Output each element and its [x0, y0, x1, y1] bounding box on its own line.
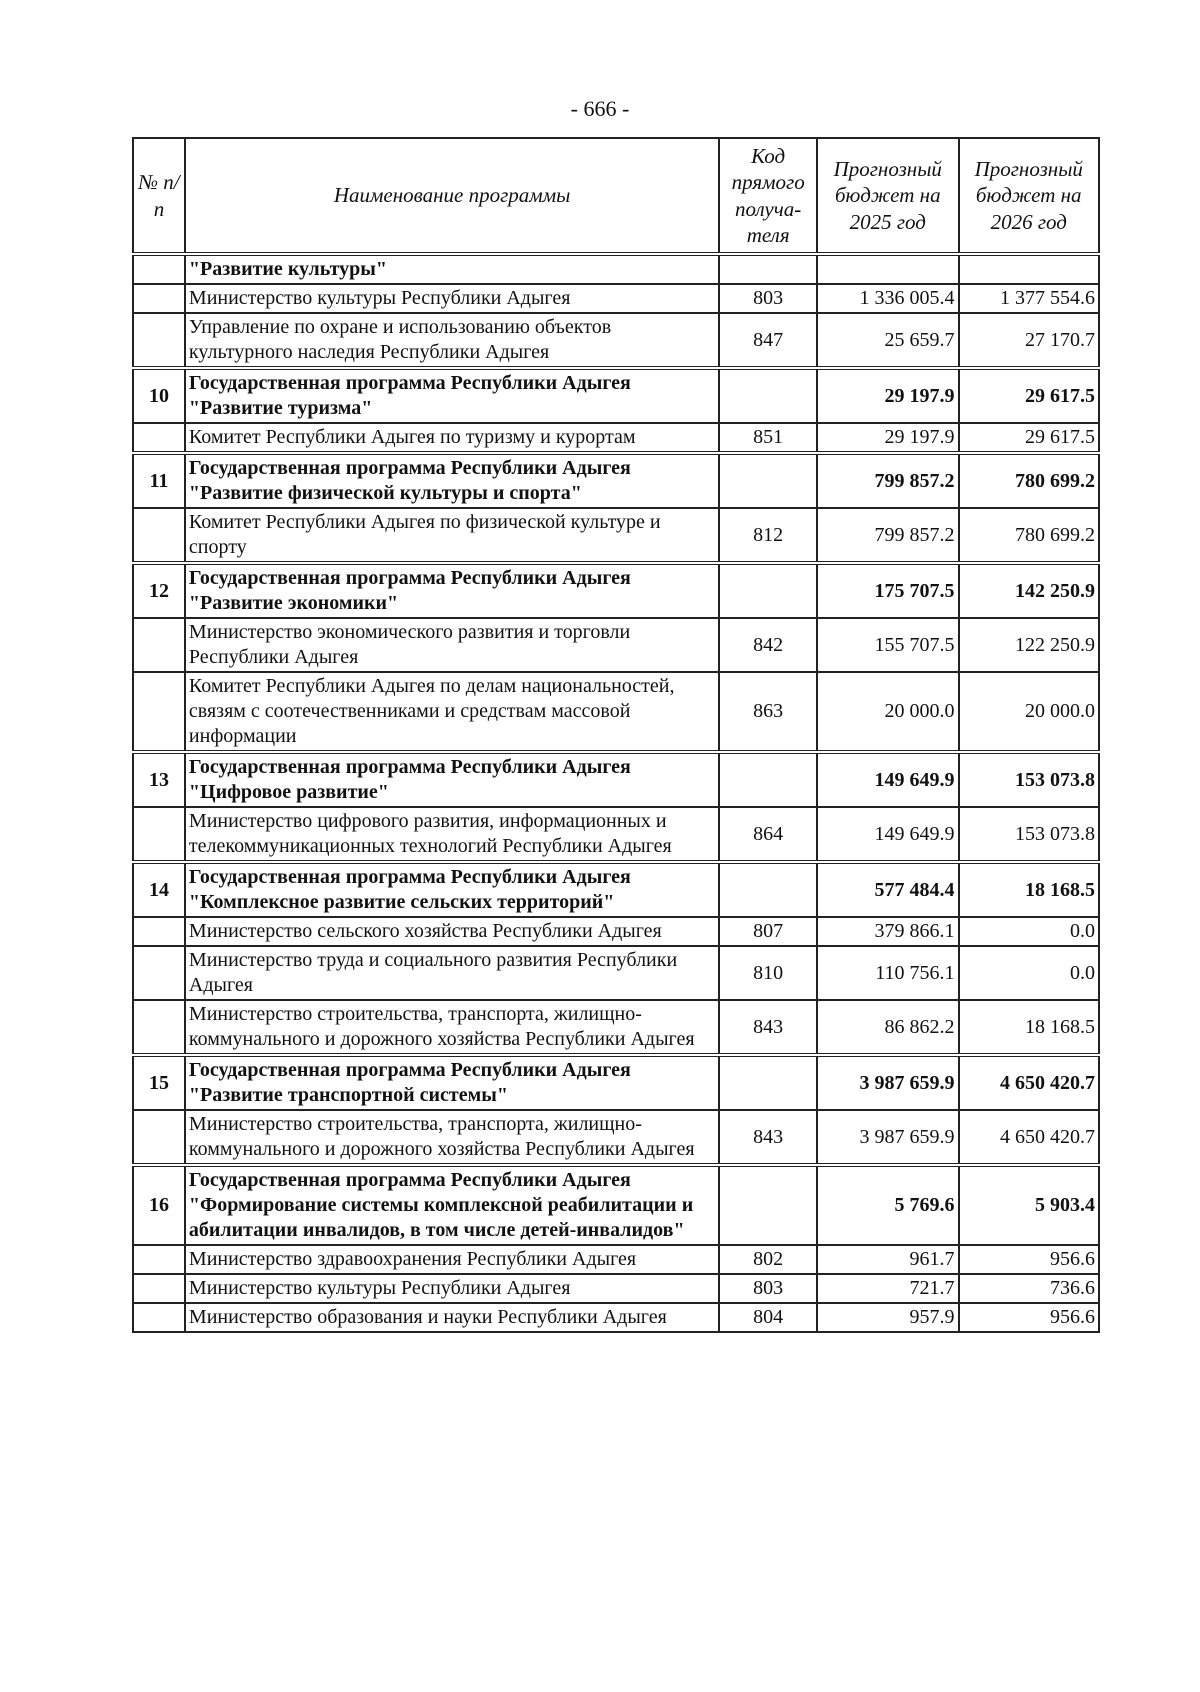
row-name: Министерство культуры Республики Адыгея: [185, 284, 719, 313]
row-num: [133, 254, 185, 284]
row-code: 803: [719, 284, 817, 313]
table-header-row: [133, 138, 1099, 254]
row-name: Государственная программа Республики Адыгея "Развитие транспортной системы": [185, 1055, 719, 1110]
row-num: 14: [133, 862, 185, 917]
row-budget-2026: 27 170.7: [959, 313, 1100, 368]
recipient-row: [133, 1110, 1099, 1165]
recipient-row: [133, 1303, 1099, 1332]
header-num: № п/п: [133, 138, 185, 254]
row-budget-2025: 3 987 659.9: [817, 1055, 958, 1110]
row-code: 812: [719, 508, 817, 563]
row-budget-2026: 153 073.8: [959, 752, 1100, 807]
row-budget-2025: 29 197.9: [817, 368, 958, 423]
recipient-row: [133, 508, 1099, 563]
program-row: [133, 862, 1099, 917]
row-num: [133, 946, 185, 1000]
recipient-row: [133, 807, 1099, 862]
row-code: 864: [719, 807, 817, 862]
row-name: Государственная программа Республики Адыгея "Комплексное развитие сельских территорий": [185, 862, 719, 917]
row-name: Министерство строительства, транспорта, жилищно-коммунального и дорожного хозяйства Республики Адыгея: [185, 1110, 719, 1165]
program-row: [133, 453, 1099, 508]
continuation-title: "Развитие культуры": [185, 254, 719, 284]
row-num: [133, 807, 185, 862]
row-name: Государственная программа Республики Адыгея "Развитие экономики": [185, 563, 719, 618]
row-name: Министерство сельского хозяйства Республики Адыгея: [185, 917, 719, 946]
recipient-row: [133, 1000, 1099, 1055]
row-num: [133, 1303, 185, 1332]
row-budget-2025: 175 707.5: [817, 563, 958, 618]
recipient-row: [133, 917, 1099, 946]
budget-table: [132, 137, 1100, 1333]
row-budget-2025: 110 756.1: [817, 946, 958, 1000]
row-budget-2026: 0.0: [959, 946, 1100, 1000]
row-code: [719, 1055, 817, 1110]
row-budget-2025: 1 336 005.4: [817, 284, 958, 313]
row-code: 804: [719, 1303, 817, 1332]
row-budget-2025: 3 987 659.9: [817, 1110, 958, 1165]
row-budget-2025: 20 000.0: [817, 672, 958, 752]
row-name: Государственная программа Республики Адыгея "Цифровое развитие": [185, 752, 719, 807]
row-budget-2026: 142 250.9: [959, 563, 1100, 618]
row-name: Государственная программа Республики Адыгея "Развитие туризма": [185, 368, 719, 423]
row-name: Министерство цифрового развития, информационных и телекоммуникационных технологий Республики Адыгея: [185, 807, 719, 862]
row-name: Комитет Республики Адыгея по физической культуре и спорту: [185, 508, 719, 563]
row-budget-2025: 799 857.2: [817, 453, 958, 508]
row-budget-2026: 5 903.4: [959, 1165, 1100, 1245]
row-code: 842: [719, 618, 817, 672]
table-body: [133, 254, 1099, 1332]
row-num: [133, 508, 185, 563]
row-num: [133, 1245, 185, 1274]
recipient-row: [133, 618, 1099, 672]
row-budget-2026: 956.6: [959, 1245, 1100, 1274]
row-budget-2025: 799 857.2: [817, 508, 958, 563]
row-num: [133, 284, 185, 313]
row-code: [719, 1165, 817, 1245]
row-budget-2025: 155 707.5: [817, 618, 958, 672]
row-num: [133, 1274, 185, 1303]
row-code: 843: [719, 1110, 817, 1165]
row-budget-2025: 5 769.6: [817, 1165, 958, 1245]
row-code: 802: [719, 1245, 817, 1274]
row-name: Комитет Республики Адыгея по делам национальностей, связям с соотечественниками и средствам массовой информации: [185, 672, 719, 752]
row-budget-2025: 149 649.9: [817, 807, 958, 862]
row-budget-2025: 86 862.2: [817, 1000, 958, 1055]
row-name: Государственная программа Республики Адыгея "Развитие физической культуры и спорта": [185, 453, 719, 508]
row-budget-2026: 780 699.2: [959, 453, 1100, 508]
row-budget-2026: 1 377 554.6: [959, 284, 1100, 313]
row-budget-2026: 956.6: [959, 1303, 1100, 1332]
row-name: Министерство здравоохранения Республики Адыгея: [185, 1245, 719, 1274]
row-budget-2025: 379 866.1: [817, 917, 958, 946]
row-budget-2025: 149 649.9: [817, 752, 958, 807]
row-budget-2026: 122 250.9: [959, 618, 1100, 672]
row-name: Министерство образования и науки Республики Адыгея: [185, 1303, 719, 1332]
row-num: 15: [133, 1055, 185, 1110]
row-budget-2026: 29 617.5: [959, 423, 1100, 453]
row-budget-2026: 18 168.5: [959, 1000, 1100, 1055]
row-name: Государственная программа Республики Адыгея "Формирование системы комплексной реабилитации и абилитации инвалидов, в том числе детей-инвалидов": [185, 1165, 719, 1245]
recipient-row: [133, 1274, 1099, 1303]
recipient-row: [133, 1245, 1099, 1274]
recipient-row: [133, 284, 1099, 313]
header-code: Код прямого получа- теля: [719, 138, 817, 254]
header-name: Наименование программы: [185, 138, 719, 254]
row-code: 843: [719, 1000, 817, 1055]
row-budget-2025: 577 484.4: [817, 862, 958, 917]
row-code: [719, 368, 817, 423]
row-num: 10: [133, 368, 185, 423]
row-budget-2025: 721.7: [817, 1274, 958, 1303]
row-budget-2025: [817, 254, 958, 284]
row-name: Комитет Республики Адыгея по туризму и курортам: [185, 423, 719, 453]
row-code: 803: [719, 1274, 817, 1303]
row-code: 863: [719, 672, 817, 752]
row-name: Управление по охране и использованию объектов культурного наследия Республики Адыгея: [185, 313, 719, 368]
row-name: Министерство культуры Республики Адыгея: [185, 1274, 719, 1303]
program-row: [133, 563, 1099, 618]
row-budget-2026: 4 650 420.7: [959, 1055, 1100, 1110]
row-code: [719, 862, 817, 917]
row-code: [719, 453, 817, 508]
row-budget-2026: 20 000.0: [959, 672, 1100, 752]
row-budget-2026: 18 168.5: [959, 862, 1100, 917]
row-num: [133, 672, 185, 752]
header-budget-2026: Прогнозный бюджет на 2026 год: [959, 138, 1100, 254]
row-code: [719, 254, 817, 284]
row-num: [133, 618, 185, 672]
row-name: Министерство экономического развития и торговли Республики Адыгея: [185, 618, 719, 672]
row-budget-2026: 0.0: [959, 917, 1100, 946]
row-num: 11: [133, 453, 185, 508]
program-row: [133, 368, 1099, 423]
row-budget-2026: 29 617.5: [959, 368, 1100, 423]
row-budget-2026: 780 699.2: [959, 508, 1100, 563]
row-name: Министерство строительства, транспорта, жилищно-коммунального и дорожного хозяйства Республики Адыгея: [185, 1000, 719, 1055]
row-code: 847: [719, 313, 817, 368]
row-code: 810: [719, 946, 817, 1000]
row-num: [133, 1110, 185, 1165]
program-row: [133, 1055, 1099, 1110]
header-budget-2025: Прогнозный бюджет на 2025 год: [817, 138, 958, 254]
row-budget-2026: [959, 254, 1100, 284]
row-code: [719, 752, 817, 807]
row-num: 12: [133, 563, 185, 618]
row-num: [133, 1000, 185, 1055]
row-budget-2026: 736.6: [959, 1274, 1100, 1303]
continuation-row: [133, 254, 1099, 284]
recipient-row: [133, 423, 1099, 453]
program-row: [133, 752, 1099, 807]
row-budget-2025: 957.9: [817, 1303, 958, 1332]
row-budget-2026: 4 650 420.7: [959, 1110, 1100, 1165]
row-budget-2026: 153 073.8: [959, 807, 1100, 862]
row-budget-2025: 25 659.7: [817, 313, 958, 368]
row-code: 807: [719, 917, 817, 946]
recipient-row: [133, 672, 1099, 752]
row-num: [133, 917, 185, 946]
recipient-row: [133, 946, 1099, 1000]
page-number: - 666 -: [570, 96, 630, 121]
row-name: Министерство труда и социального развития Республики Адыгея: [185, 946, 719, 1000]
row-budget-2025: 961.7: [817, 1245, 958, 1274]
row-budget-2025: 29 197.9: [817, 423, 958, 453]
row-code: 851: [719, 423, 817, 453]
program-row: [133, 1165, 1099, 1245]
row-num: 16: [133, 1165, 185, 1245]
recipient-row: [133, 313, 1099, 368]
row-code: [719, 563, 817, 618]
row-num: 13: [133, 752, 185, 807]
row-num: [133, 423, 185, 453]
row-num: [133, 313, 185, 368]
